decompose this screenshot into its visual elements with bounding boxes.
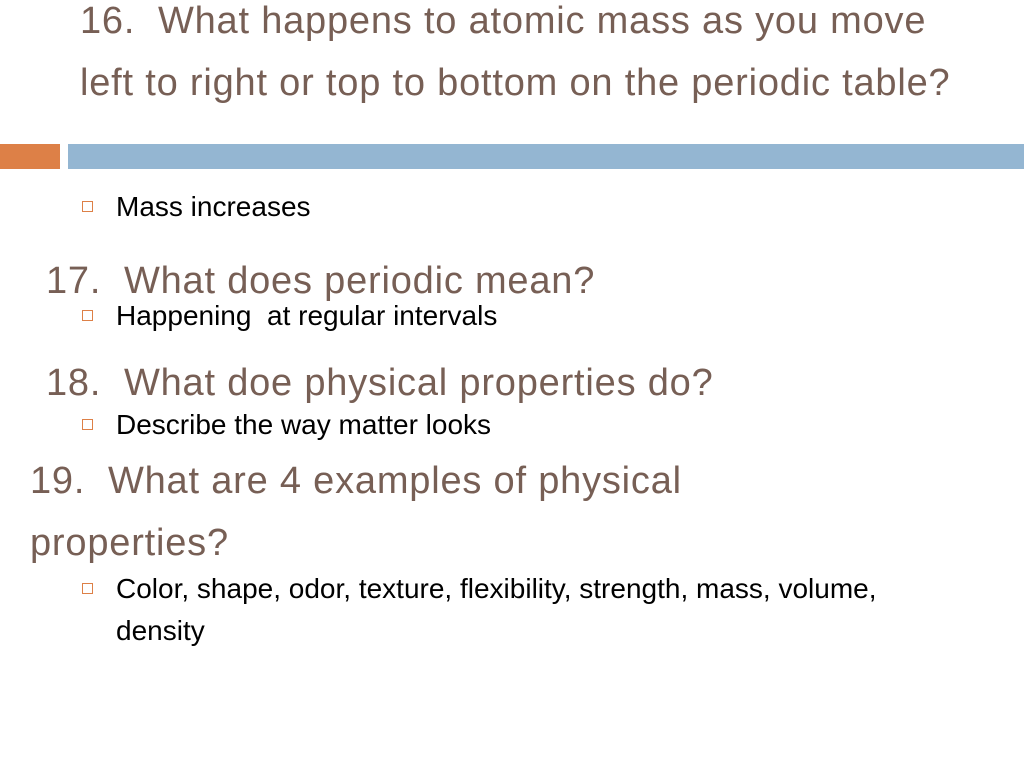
question-16: 16. What happens to atomic mass as you move left to right or top to bottom on the periodic table?	[80, 0, 951, 104]
answer-16	[82, 186, 916, 228]
square-bullet-icon	[82, 310, 93, 321]
question-18: 18. What doe physical properties do?	[46, 362, 714, 404]
answer-17-text: Happening at regular intervals	[116, 300, 498, 331]
square-bullet-icon	[82, 419, 93, 430]
answer-17	[82, 295, 916, 337]
accent-bar-blue	[68, 144, 1024, 169]
question-17: 17. What does periodic mean?	[46, 260, 596, 302]
answer-16-text: Mass increases	[116, 191, 311, 222]
question-19: 19. What are 4 examples of physical properties?	[30, 460, 694, 564]
answer-19	[82, 568, 936, 652]
square-bullet-icon	[82, 201, 93, 212]
accent-bar-orange	[0, 144, 60, 169]
answer-19-text: Color, shape, odor, texture, flexibility, strength, mass, volume, density	[116, 573, 885, 646]
answer-18-text: Describe the way matter looks	[116, 409, 492, 440]
answer-18	[82, 404, 916, 446]
square-bullet-icon	[82, 583, 93, 594]
